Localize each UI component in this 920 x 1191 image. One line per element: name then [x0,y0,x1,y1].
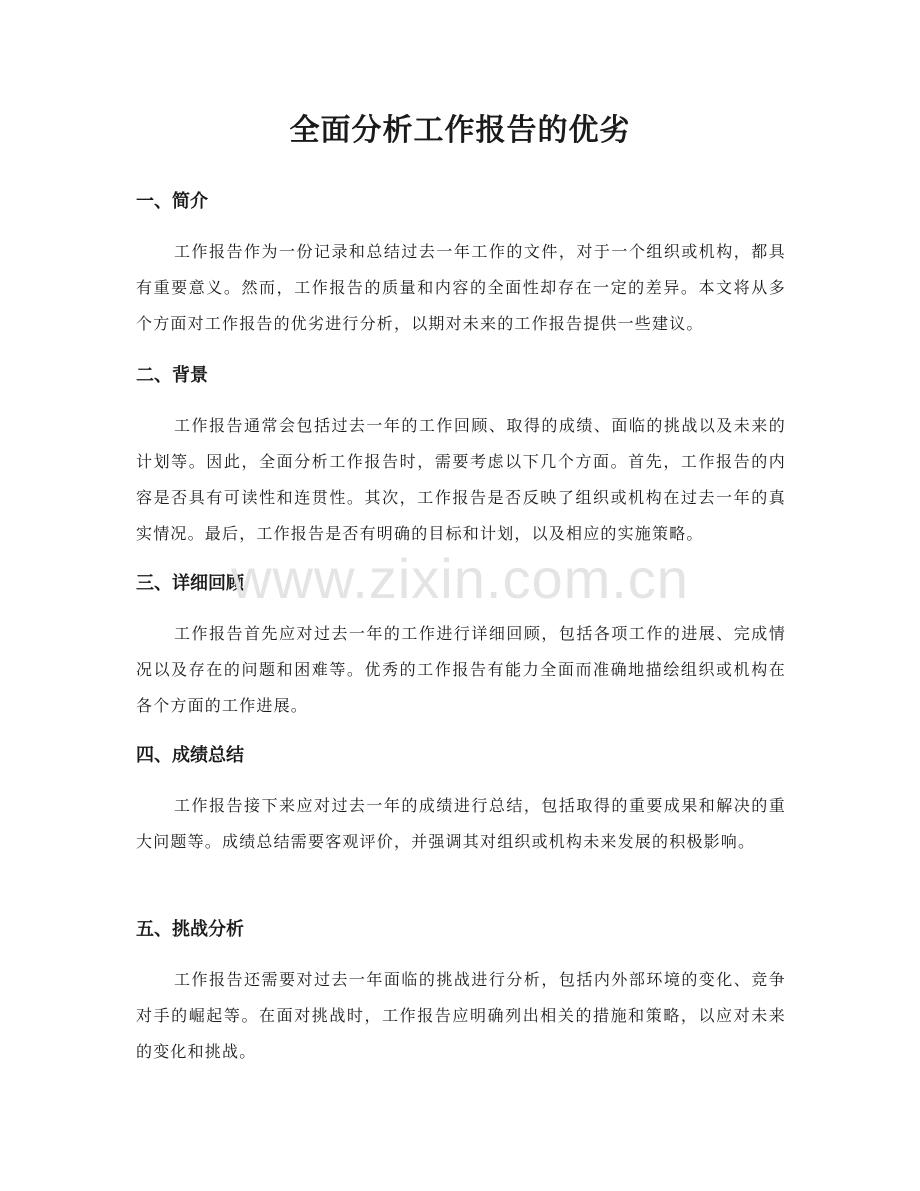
section-paragraph-background: 工作报告通常会包括过去一年的工作回顾、取得的成绩、面临的挑战以及未来的计划等。因此，全面分析工作报告时，需要考虑以下几个方面。首先，工作报告的内容是否具有可读性和连贯性。其次，工作报告是否反映了组织或机构在过去一年的真实情况。最后，工作报告是否有明确的目标和计划，以及相应的实施策略。 [136,416,786,543]
section-heading-review: 三、详细回顾 [136,573,244,594]
watermark: www.zixin.com.cn [231,547,689,610]
section-heading-background: 二、背景 [136,365,208,386]
section-heading-achievements: 四、成绩总结 [136,745,244,766]
section-paragraph-intro: 工作报告作为一份记录和总结过去一年工作的文件，对于一个组织或机构，都具有重要意义。然而，工作报告的质量和内容的全面性却存在一定的差异。本文将从多个方面对工作报告的优劣进行分析，以期对未来的工作报告提供一些建议。 [136,242,786,333]
section-paragraph-review: 工作报告首先应对过去一年的工作进行详细回顾，包括各项工作的进展、完成情况以及存在的问题和困难等。优秀的工作报告有能力全面而准确地描绘组织或机构在各个方面的工作进展。 [136,624,786,715]
section-heading-challenges: 五、挑战分析 [136,919,244,940]
document-title: 全面分析工作报告的优劣 [289,113,631,148]
section-paragraph-achievements: 工作报告接下来应对过去一年的成绩进行总结，包括取得的重要成果和解决的重大问题等。成绩总结需要客观评价，并强调其对组织或机构未来发展的积极影响。 [136,796,786,851]
section-heading-intro: 一、简介 [136,191,208,212]
section-paragraph-challenges: 工作报告还需要对过去一年面临的挑战进行分析，包括内外部环境的变化、竞争对手的崛起等。在面对挑战时，工作报告应明确列出相关的措施和策略，以应对未来的变化和挑战。 [136,970,786,1061]
